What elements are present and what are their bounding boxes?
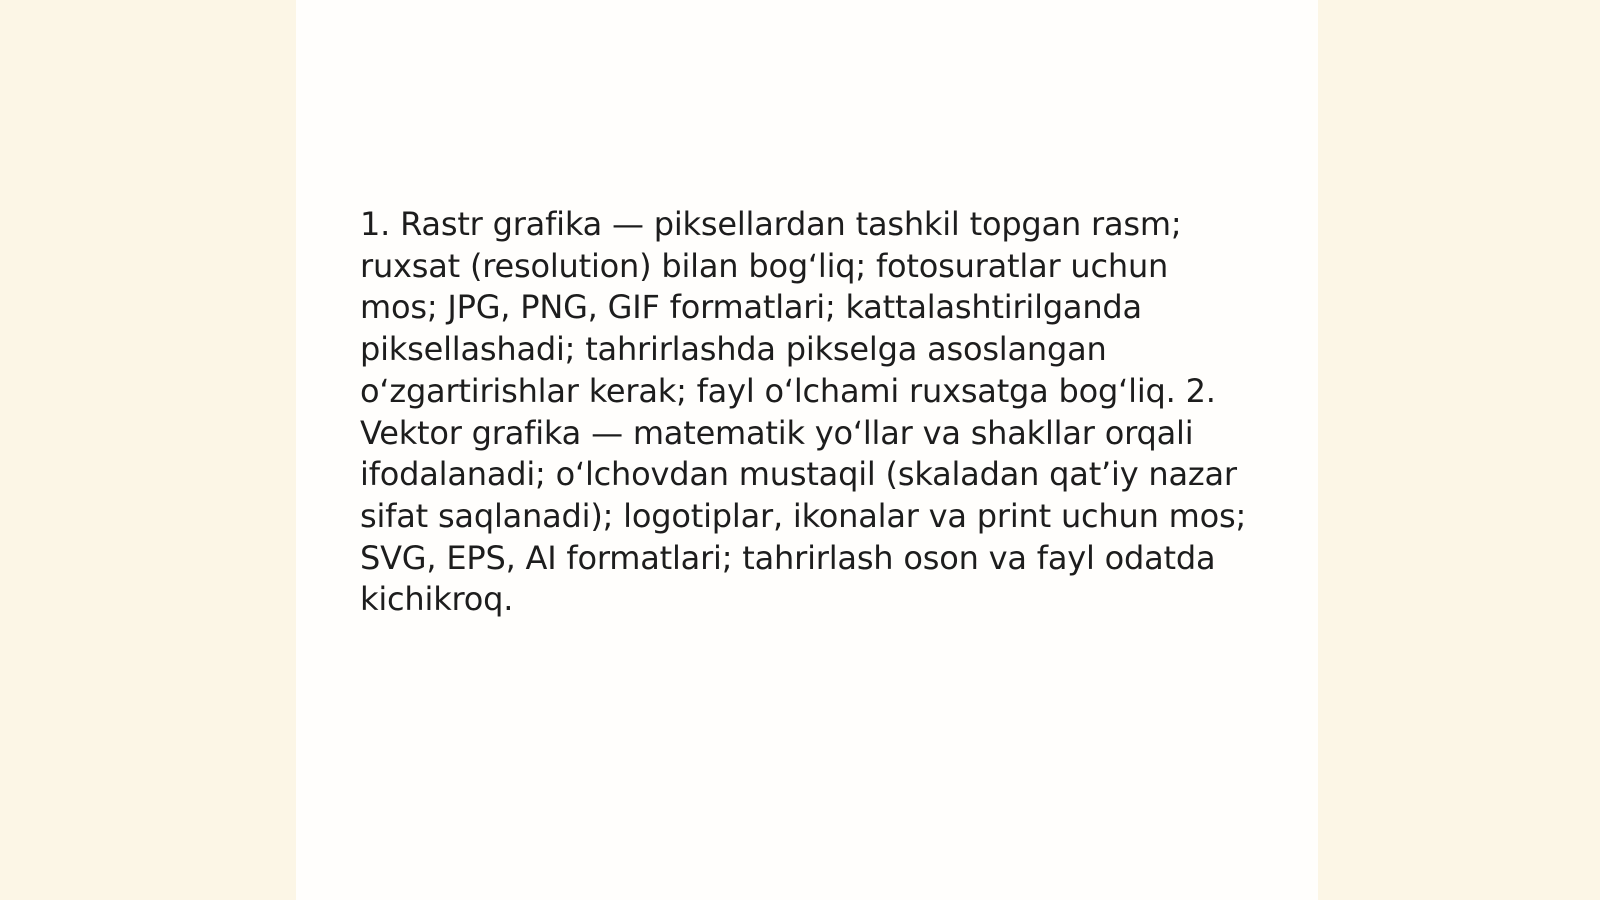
slide-body-text: 1. Rastr grafika — piksellardan tashkil topgan rasm; ruxsat (resolution) bilan bog‘liq; fotosuratlar uchun mos; JPG, PNG, GIF formatlari; kattalashtirilganda piksellashadi; tahrirlashda pikselga asoslangan o‘zgartirishlar kerak; fayl o‘lchami ruxsatga bog‘liq. 2. Vektor grafika — matematik yo‘llar va shakllar orqali ifodalanadi; o‘lchovdan mustaqil (skaladan qat’iy nazar sifat saqlanadi); logotiplar, ikonalar va print uchun mos; SVG, EPS, AI formatlari; tahrirlash oson va fayl odatda kichikroq. — [360, 205, 1247, 619]
slide — [296, 0, 1318, 900]
